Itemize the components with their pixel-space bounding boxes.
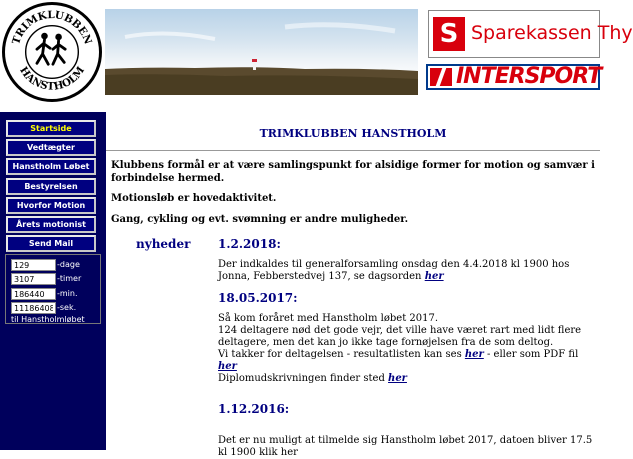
days-unit: -dage bbox=[57, 260, 80, 269]
minutes-field[interactable] bbox=[11, 288, 56, 300]
sparekassen-logo-icon: S bbox=[433, 17, 465, 51]
nav-hanstholm-lobet[interactable]: Hanstholm Løbet bbox=[6, 158, 96, 175]
intro-main-activity: Motionsløb er hovedaktivitet. bbox=[111, 193, 277, 204]
sponsor-sparekassen[interactable] bbox=[428, 10, 633, 58]
news-line: 124 deltagere nød det gode vejr, det ville have været rart med lidt flere deltagere, men det kan jo ikke tage fornøjelsen fra de som deltog. bbox=[218, 325, 582, 348]
news-line bbox=[218, 349, 600, 373]
main-content bbox=[106, 105, 600, 458]
nav-hvorfor-motion[interactable]: Hvorfor Motion bbox=[6, 197, 96, 214]
sidebar bbox=[0, 112, 106, 450]
minutes-unit: -min. bbox=[57, 289, 78, 298]
news-item-1 bbox=[218, 259, 600, 283]
nav-vedtaegter[interactable]: Vedtægter bbox=[6, 139, 96, 156]
landscape-image-icon bbox=[105, 9, 418, 95]
news-text: Vi takker for deltagelsen - resultatlisten kan ses bbox=[218, 349, 462, 360]
club-logo[interactable] bbox=[2, 2, 102, 102]
intro-purpose: Klubbens formål er at være samlingspunkt for alsidige former for motion og samvær i forbindelse hermed. bbox=[111, 160, 595, 184]
diploma-link[interactable]: her bbox=[388, 373, 407, 384]
results-link[interactable]: her bbox=[464, 349, 484, 360]
sponsor-name: INTERSPORT bbox=[456, 64, 602, 89]
nav-startside[interactable]: Startside bbox=[6, 120, 96, 137]
countdown-seconds bbox=[11, 302, 101, 314]
news-item-2 bbox=[218, 313, 600, 385]
logo-bottom-text: HANSTHOLM bbox=[17, 64, 87, 93]
sponsor-intersport[interactable] bbox=[426, 64, 600, 90]
divider bbox=[106, 150, 600, 151]
seconds-unit: -sek. bbox=[57, 303, 77, 312]
countdown-caption: til Hanstholmløbet bbox=[11, 315, 85, 324]
hours-field[interactable] bbox=[11, 273, 56, 285]
news-date: 18.05.2017: bbox=[218, 291, 298, 305]
days-field[interactable] bbox=[11, 259, 56, 271]
nav-arets-motionist[interactable]: Årets motionist bbox=[6, 216, 96, 233]
countdown-minutes bbox=[11, 288, 101, 300]
logo-top-text: TRIMKLUBBEN bbox=[10, 9, 94, 46]
news-heading: nyheder bbox=[136, 237, 191, 251]
news-line bbox=[218, 373, 600, 385]
countdown-days bbox=[11, 259, 101, 271]
news-text: - eller som PDF fil bbox=[486, 349, 579, 360]
countdown-hours bbox=[11, 273, 101, 285]
pdf-link[interactable]: her bbox=[218, 361, 237, 372]
landscape-banner bbox=[105, 9, 418, 95]
sponsor-name: Sparekassen Thy bbox=[471, 22, 633, 44]
hours-unit: -timer bbox=[57, 274, 82, 283]
news-text: Der indkaldes til generalforsamling onsdag den 4.4.2018 kl 1900 hos Jonna, Febberstedvej 137, se dagsorden bbox=[218, 259, 570, 282]
page-title: TRIMKLUBBEN HANSTHOLM bbox=[259, 127, 447, 140]
news-text: Diplomudskrivningen finder sted bbox=[218, 373, 385, 384]
news-date: 1.12.2016: bbox=[218, 402, 290, 416]
news-line: Så kom foråret med Hanstholm løbet 2017. bbox=[218, 313, 439, 324]
news-date: 1.2.2018: bbox=[218, 237, 281, 251]
nav-bestyrelsen[interactable]: Bestyrelsen bbox=[6, 178, 96, 195]
page-header bbox=[0, 0, 633, 105]
news-item-3: Det er nu muligt at tilmelde sig Hanstholm løbet 2017, datoen bliver 17.5 kl 1900 klik her bbox=[218, 435, 593, 458]
nav-send-mail[interactable]: Send Mail bbox=[6, 235, 96, 252]
intro-other-activities: Gang, cykling og evt. svømning er andre muligheder. bbox=[111, 214, 409, 225]
svg-text:TRIMKLUBBEN bbox=[10, 9, 94, 46]
agenda-link[interactable]: her bbox=[424, 271, 444, 282]
seconds-field[interactable] bbox=[11, 302, 56, 314]
intersport-logo-icon bbox=[430, 68, 452, 86]
runners-logo-icon bbox=[5, 5, 99, 99]
